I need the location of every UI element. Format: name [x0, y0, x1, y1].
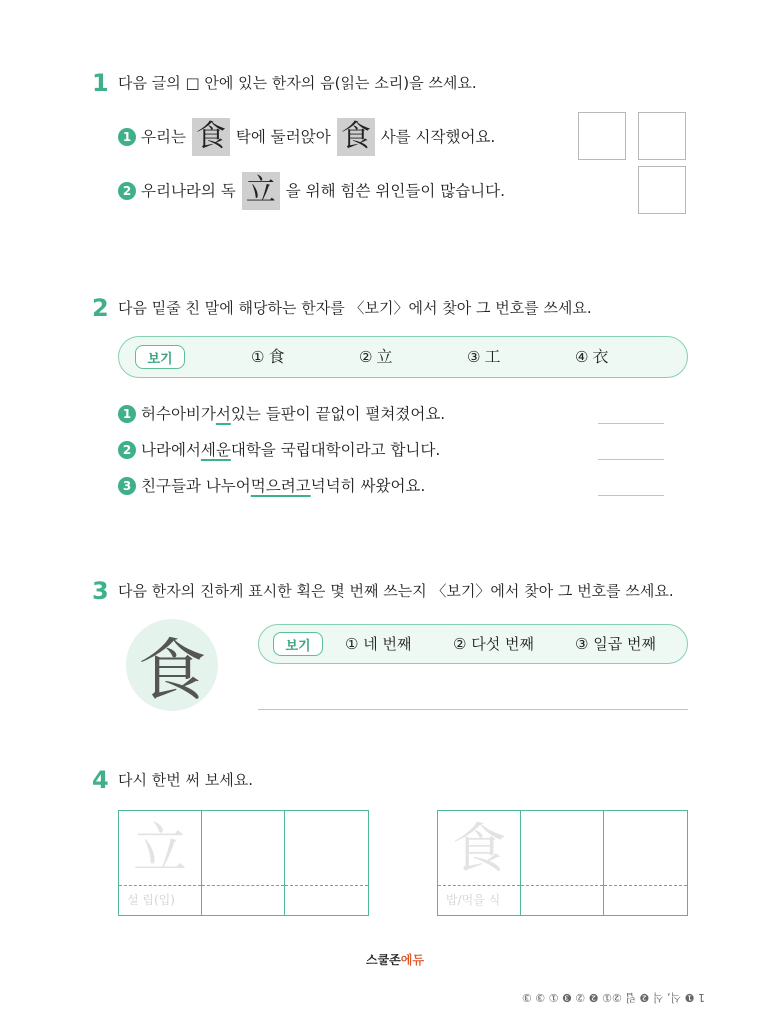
question-1-prompt: 다음 글의 □ 안에 있는 한자의 음(읽는 소리)을 쓰세요.: [118, 74, 477, 92]
question-2-prompt: 다음 밑줄 친 말에 해당하는 한자를 〈보기〉에서 찾아 그 번호를 쓰세요.: [118, 299, 592, 317]
guide-dashed-line: [119, 885, 201, 886]
question-number-2: 2: [92, 294, 109, 322]
item-number-badge: 2: [118, 182, 136, 200]
item-number-badge: 3: [118, 477, 136, 495]
hanja-box: 立: [242, 172, 280, 210]
bogi-option-1: ① 食: [251, 347, 285, 366]
question-3-prompt: 다음 한자의 진하게 표시한 획은 몇 번째 쓰는지 〈보기〉에서 찾아 그 번호를 쓰세요.: [118, 582, 674, 600]
writing-cell[interactable]: [604, 811, 687, 915]
logo-main: 스쿨존: [366, 953, 401, 967]
q2-sentence-3: [118, 474, 425, 498]
item-number-badge: 1: [118, 405, 136, 423]
q1-sentence-2: [118, 172, 505, 210]
sentence-text: 대학을 국립대학이라고 합니다.: [230, 441, 441, 459]
sentence-text: 우리는: [141, 128, 186, 146]
guide-dashed-line: [604, 885, 687, 886]
sentence-text: 탁에 둘러앉아: [235, 128, 331, 146]
writing-cell-trace[interactable]: [438, 811, 521, 915]
q2-sentence-2: [118, 438, 440, 462]
character-caption: 설 립(입): [127, 893, 175, 907]
writing-grid-2: [437, 810, 688, 916]
sentence-text: 허수아비가: [141, 405, 216, 423]
answer-line-3[interactable]: [598, 495, 664, 496]
trace-character: 食: [452, 817, 506, 880]
answer-box-2[interactable]: [638, 166, 686, 214]
sentence-text: 친구들과 나누어: [141, 477, 251, 495]
writing-grid-1: [118, 810, 369, 916]
question-number-3: 3: [92, 577, 109, 605]
underlined-word: 세운: [200, 441, 231, 459]
guide-dashed-line: [438, 885, 520, 886]
item-number-badge: 1: [118, 128, 136, 146]
bogi-option-2: ② 다섯 번째: [453, 635, 534, 653]
sentence-text: 우리나라의 독: [141, 182, 236, 200]
underlined-word: 먹으려고: [250, 477, 311, 495]
question-4-prompt: 다시 한번 써 보세요.: [118, 771, 253, 789]
bogi-option-3: ③ 일곱 번째: [575, 635, 656, 653]
answer-line-2[interactable]: [598, 459, 664, 460]
writing-cell[interactable]: [285, 811, 368, 915]
bogi-option-4: ④ 衣: [575, 347, 609, 366]
hanja-stroke-illustration: 食: [126, 619, 218, 711]
bogi-box-2: [258, 624, 688, 664]
sentence-text: 넉넉히 싸왔어요.: [310, 477, 426, 495]
upside-down-answer-key: 1 ❶ 식, 식 ❷ 립 ②① ❷ ② ❸ ① ③ ③: [522, 991, 705, 1004]
trace-character: 立: [133, 817, 187, 880]
bogi-option-1: ① 네 번째: [345, 635, 412, 653]
bogi-option-3: ③ 工: [467, 347, 501, 366]
hanja-box: 食: [337, 118, 375, 156]
publisher-logo: [366, 951, 424, 968]
bogi-label: 보기: [273, 632, 323, 656]
sentence-text: 있는 들판이 끝없이 펼쳐졌어요.: [230, 405, 446, 423]
sentence-text: 나라에서: [141, 441, 201, 459]
question-number-4: 4: [92, 766, 109, 794]
guide-dashed-line: [285, 885, 368, 886]
answer-line-1[interactable]: [598, 423, 664, 424]
answer-line-q3[interactable]: [258, 709, 688, 710]
answer-box-1b[interactable]: [638, 112, 686, 160]
guide-dashed-line: [521, 885, 603, 886]
bogi-option-2: ② 立: [359, 347, 393, 366]
sentence-text: 을 위해 힘쓴 위인들이 많습니다.: [285, 182, 506, 200]
bogi-label: 보기: [135, 345, 185, 369]
q2-sentence-1: [118, 402, 445, 426]
logo-sub: 에듀: [400, 953, 424, 967]
hanja-box: 食: [192, 118, 230, 156]
underlined-word: 서: [215, 405, 231, 423]
item-number-badge: 2: [118, 441, 136, 459]
question-number-1: 1: [92, 69, 109, 97]
answer-box-1a[interactable]: [578, 112, 626, 160]
guide-dashed-line: [202, 885, 284, 886]
sentence-text: 사를 시작했어요.: [380, 128, 496, 146]
writing-cell[interactable]: [202, 811, 285, 915]
q1-sentence-1: [118, 118, 495, 156]
writing-cell-trace[interactable]: [119, 811, 202, 915]
character-caption: 밥/먹을 식: [446, 893, 501, 907]
bogi-box: [118, 336, 688, 378]
writing-cell[interactable]: [521, 811, 604, 915]
